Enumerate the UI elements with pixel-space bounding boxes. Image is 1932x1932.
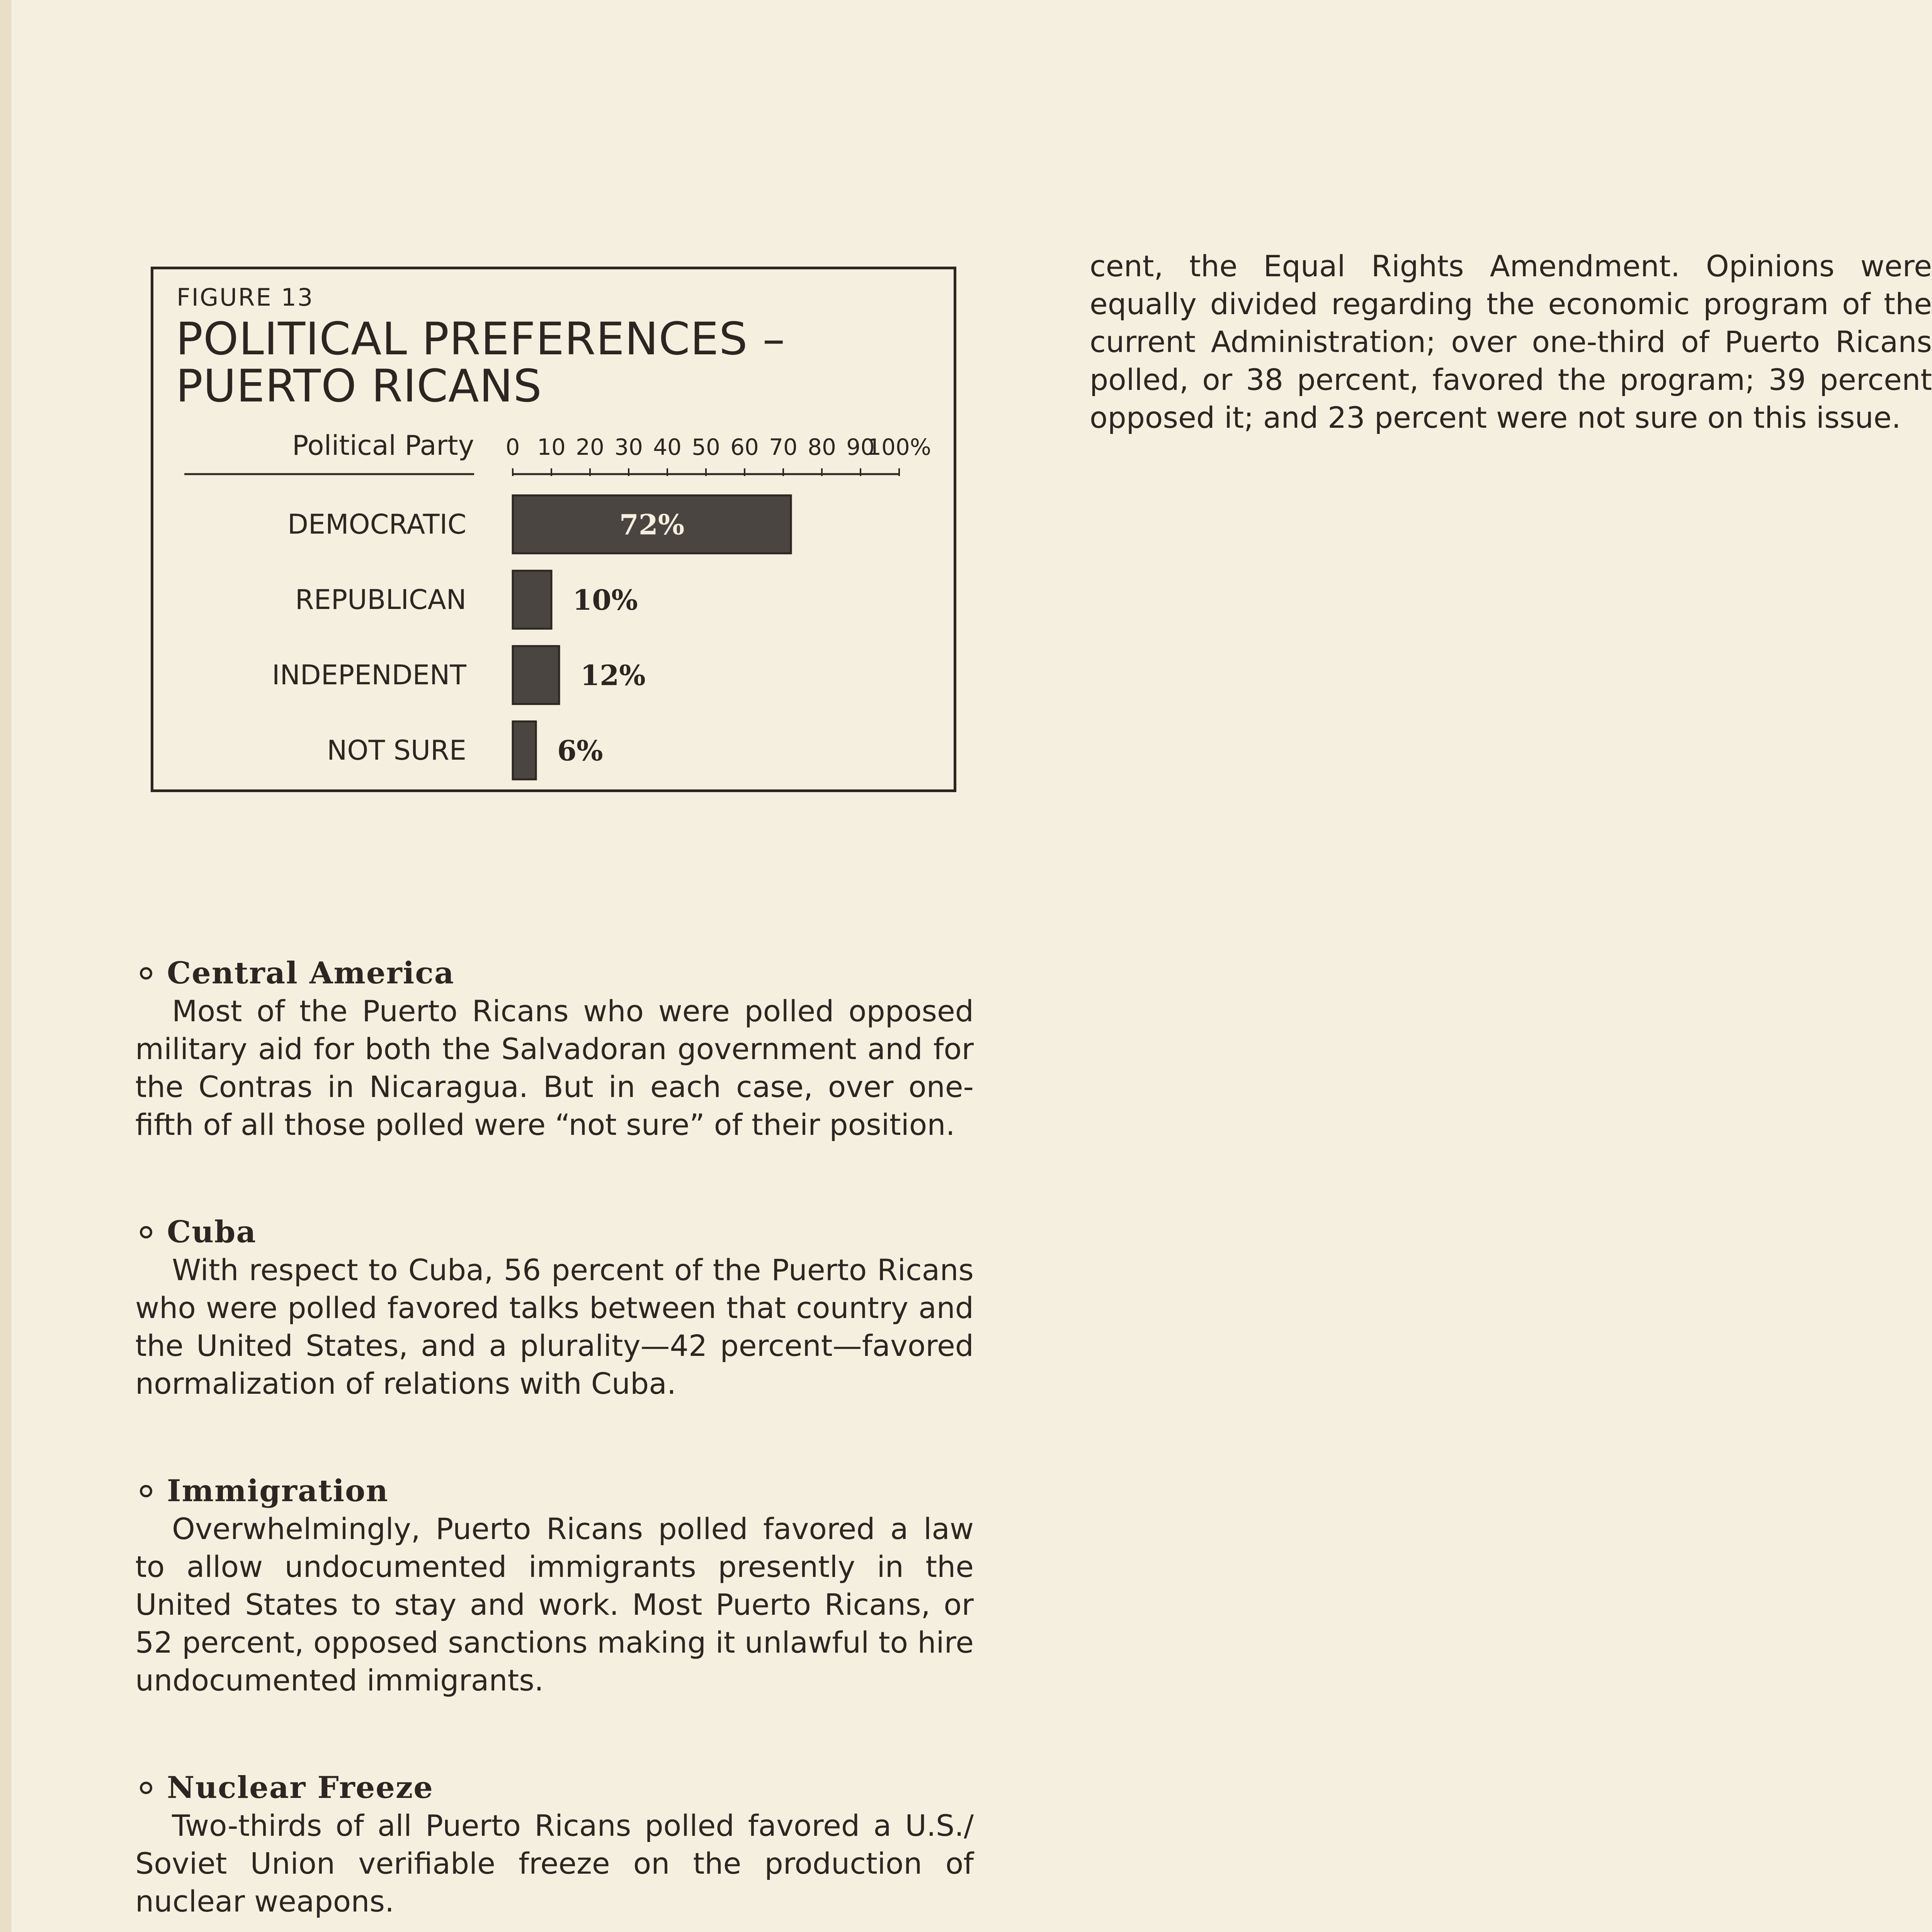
bar-value-label: 12% — [580, 659, 646, 692]
bar-value-label: 10% — [573, 583, 638, 616]
figure-13 — [151, 267, 956, 792]
bullet-icon — [140, 967, 152, 980]
bar-value-label: 72% — [619, 508, 685, 541]
section-heading — [135, 1472, 974, 1510]
section-nuclear-freeze — [135, 1769, 974, 1920]
bar-category-label: REPUBLICAN — [295, 584, 466, 616]
section-heading — [135, 954, 974, 992]
section-body: Overwhelmingly, Puerto Ricans polled favored a law to allow undocumented immigrants presently in the United States to stay and work. Most Puerto Ricans, or 52 percent, opposed sanctions making it unlawful to hire undocumented immigrants. — [135, 1512, 974, 1697]
bar — [513, 646, 559, 704]
bar-category-label: NOT SURE — [327, 735, 466, 766]
tick-label: 0 — [505, 434, 520, 460]
page-edge — [0, 0, 12, 1932]
section-cuba — [135, 1213, 974, 1403]
tick-label: 100% — [867, 434, 931, 460]
category-axis-label: Political Party — [292, 430, 474, 461]
section-body: Most of the Puerto Ricans who were polled opposed military aid for both the Salvadoran government and for the Contras in Nicaragua. But in each case, over one-fifth of all those polled were “not sure” of their position. — [135, 994, 974, 1142]
section-body: Two-thirds of all Puerto Ricans polled favored a U.S./ Soviet Union verifiable freeze on the production of nuclear weapons. — [135, 1808, 974, 1918]
section-central-america — [135, 954, 974, 1144]
bar-value-label: 6% — [557, 734, 603, 767]
section-immigration — [135, 1472, 974, 1699]
political-party-bar-chart — [153, 269, 954, 789]
section-heading-text: Cuba — [167, 1214, 257, 1250]
bullet-icon — [140, 1226, 152, 1238]
tick-label: 90 — [846, 434, 875, 460]
right-column — [1090, 247, 1932, 437]
bar — [513, 571, 551, 629]
section-body: With respect to Cuba, 56 percent of the Puerto Ricans who were polled favored talks between that country and the United States, and a plurality—42 percent—favored normalization of relations with Cuba. — [135, 1253, 974, 1401]
tick-label: 10 — [537, 434, 566, 460]
left-column — [135, 954, 974, 1932]
section-heading-text: Nuclear Freeze — [167, 1770, 434, 1805]
bar-category-label: INDEPENDENT — [272, 659, 466, 691]
tick-label: 40 — [653, 434, 682, 460]
figure-label: FIGURE 13 — [177, 283, 314, 311]
figure-title: POLITICAL PREFERENCES – PUERTO RICANS — [176, 313, 786, 412]
tick-label: 20 — [576, 434, 604, 460]
section-heading-text: Immigration — [167, 1473, 389, 1509]
tick-label: 30 — [614, 434, 643, 460]
tick-label: 60 — [730, 434, 759, 460]
tick-label: 50 — [692, 434, 720, 460]
bar-category-label: DEMOCRATIC — [287, 509, 466, 540]
bar — [513, 721, 536, 779]
bullet-icon — [140, 1485, 152, 1497]
bullet-icon — [140, 1782, 152, 1794]
tick-label: 70 — [769, 434, 798, 460]
section-heading-text: Central America — [167, 956, 455, 991]
section-heading — [135, 1769, 974, 1807]
tick-label: 80 — [808, 434, 836, 460]
right-column-text: cent, the Equal Rights Amendment. Opinions were equally divided regarding the economic program of the current Administration; over one-third of Puerto Ricans polled, or 38 percent, favored the program; 39 percent opposed it; and 23 percent were not sure on this issue. — [1090, 249, 1932, 435]
section-heading — [135, 1213, 974, 1251]
